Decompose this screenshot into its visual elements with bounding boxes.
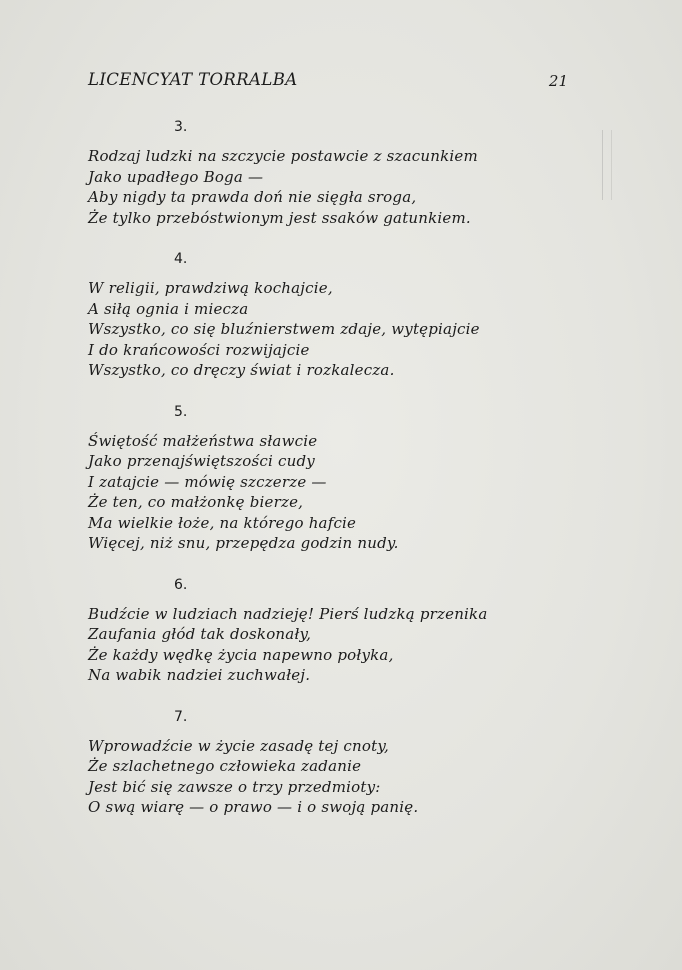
verse-line: Wszystko, co się bluźnierstwem zdaje, wytępiajcie	[88, 320, 480, 338]
verse-line: Więcej, niż snu, przepędza godzin nudy.	[88, 534, 399, 552]
verse-line: A siłą ognia i miecza	[88, 299, 249, 318]
verse-line: Że każdy wędkę życia napewno połyka,	[88, 645, 394, 664]
verse-line: Rodzaj ludzki na szczycie postawcie z szacunkiem	[88, 147, 478, 165]
page-number: 21	[548, 72, 568, 90]
stanza	[88, 574, 568, 686]
verse-line: Wprowadźcie w życie zasadę tej cnoty,	[88, 736, 390, 755]
verse-line: Jest bić się zawsze o trzy przedmioty:	[88, 777, 381, 796]
page-header	[88, 70, 568, 98]
verse-line: I zatajcie — mówię szczerze —	[88, 472, 327, 491]
running-title: LICENCYAT TORRALBA	[88, 70, 298, 89]
stanza-number: 6.	[174, 576, 188, 593]
show-through-mark	[602, 130, 612, 200]
stanza	[88, 248, 568, 381]
verse-line: Budźcie w ludziach nadzieję! Pierś ludzką przenika	[88, 604, 488, 623]
verse-line: I do krańcowości rozwijajcie	[88, 340, 310, 359]
verse-line: Zaufania głód tak doskonały,	[88, 625, 312, 643]
verse-line: Ma wielkie łoże, na którego hafcie	[88, 513, 357, 532]
stanza-number: 5.	[174, 403, 188, 420]
stanza	[88, 401, 568, 554]
stanza	[88, 116, 568, 228]
verse-line: Że ten, co małżonkę bierze,	[88, 493, 304, 511]
verse-line: O swą wiarę — o prawo — i o swoją panię.	[88, 798, 419, 816]
stanza-number: 3.	[174, 119, 188, 135]
verse-line: Na wabik nadziei zuchwałej.	[88, 666, 311, 684]
stanza-number: 7.	[174, 708, 188, 725]
verse-line: W religii, prawdziwą kochajcie,	[88, 279, 333, 297]
verse-line: Świętość małżeństwa sławcie	[88, 431, 318, 450]
verse-line: Że tylko przebóstwionym jest ssaków gatunkiem.	[88, 208, 471, 227]
verse-line: Wszystko, co dręczy świat i rozkalecza.	[88, 361, 395, 379]
stanza	[88, 706, 568, 818]
verse-line: Aby nigdy ta prawda doń nie sięgła sroga,	[88, 188, 417, 206]
stanza-number: 4.	[174, 251, 188, 267]
verse-line: Że szlachetnego człowieka zadanie	[88, 757, 362, 775]
verse-line: Jako upadłego Boga —	[88, 167, 264, 186]
verse-line: Jako przenajświętszości cudy	[88, 452, 315, 470]
poem-body	[88, 116, 568, 818]
